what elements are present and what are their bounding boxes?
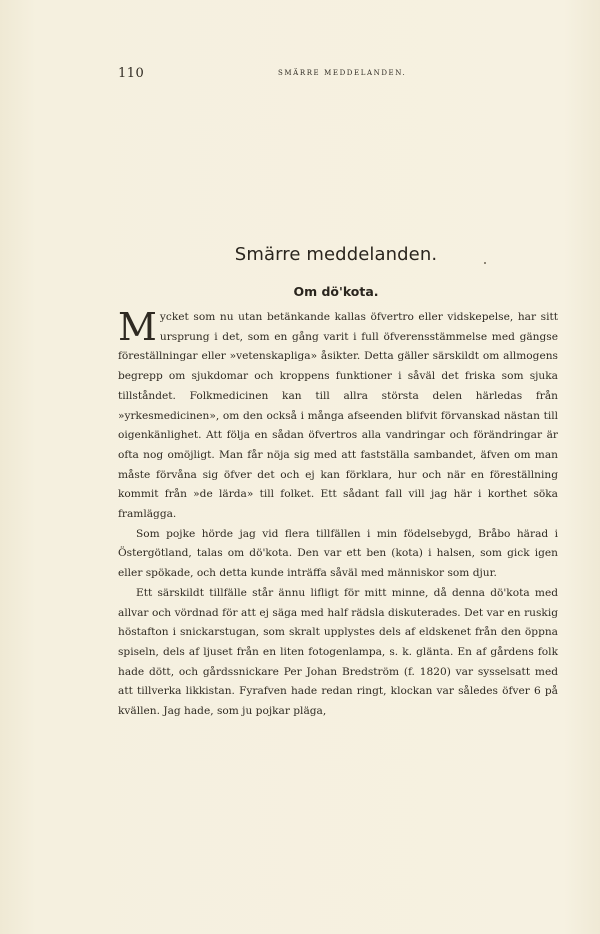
paragraph-1-text: ycket som nu utan betänkande kallas öfvertro eller vidskepelse, har sitt ursprung i det, som en gång varit i full öfverensstämmelse med gängse föreställningar eller »vetenskapliga» åsikter. Detta gäller särskildt om allmogens begrepp om sjukdomar och kroppens funktioner i såväl det friska som sjuka tillståndet. Folkmedicinen kan till allra största delen härledas från »yrkesmedicinen», om den också i många afseenden blifvit förvanskad nästan till oigenkänlighet. Att följa en sådan öfvertros alla vandringar och förändringar är ofta nog omöjligt. Man får nöja sig med att fastställa sambandet, äfven om man måste förvåna sig öfver det och ej kan förklara, hur och när en föreställning kommit från »de lärda» till folket. Ett sådant fall vill jag här i korthet söka framlägga. [118, 311, 558, 521]
page-number: 110 [118, 66, 145, 81]
paragraph-2: Som pojke hörde jag vid flera tillfällen i min födelsebygd, Bråbo härad i Östergötland, talas om dö'kota. Den var ett ben (kota) i halsen, som gick igen eller spökade, och detta kunde inträffa såväl med människor som djur. [118, 527, 558, 580]
page-header [118, 66, 558, 86]
paper-speck [484, 262, 486, 264]
paragraph-3: Ett särskildt tillfälle står ännu lifligt för mitt minne, då denna dö'kota med allvar och vördnad för att ej säga med half rädsla diskuterades. Det var en ruskig höstafton i snickarstugan, som skralt upplystes dels af eldskenet från den öppna spiseln, dels af ljuset från en liten fotogenlampa, s. k. glänta. En af gårdens folk hade dött, och gårdssnickare Per Johan Bredström (f. 1820) var sysselsatt med att tillverka likkistan. Fyrafven hade redan ringt, klockan var således öfver 6 på kvällen. Jag hade, som ju pojkar pläga, [118, 586, 558, 718]
paragraph-1 [118, 305, 558, 525]
article-title: Om dö'kota. [293, 284, 379, 299]
article-body [118, 305, 558, 722]
running-title: SMÄRRE MEDDELANDEN. [278, 69, 407, 77]
section-title: Smärre meddelanden. [234, 244, 438, 265]
drop-cap: M [118, 305, 157, 349]
